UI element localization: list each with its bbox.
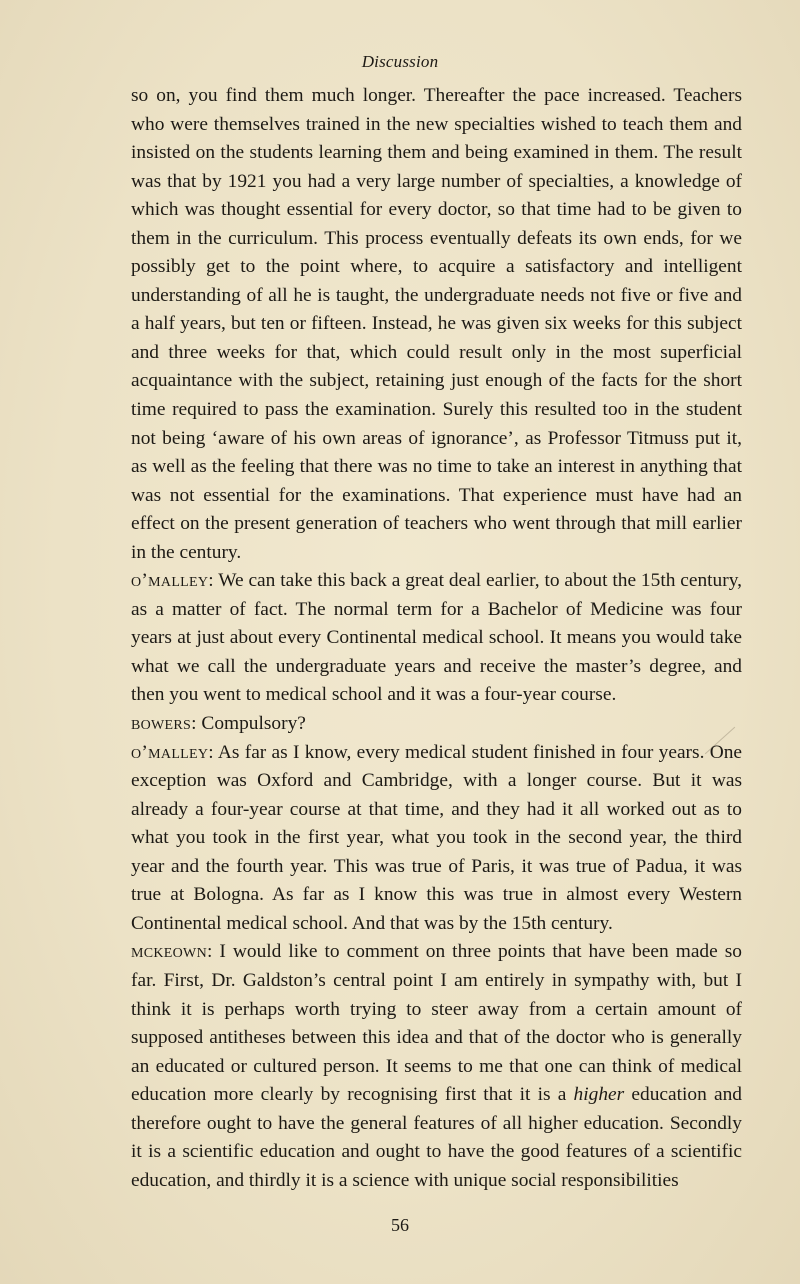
body-text [131,82,742,1195]
paragraph-bowers: bowers: Compulsory? [131,713,306,735]
speech-text: I would like to comment on three points that have been made so far. First, Dr. Galdston’s central point I am entirely in sympathy with, but I think it is perhaps worth trying to steer away from a certain amount of supposed antitheses between this idea and that of the doctor who is generally an educated or cultured person. It seems to me that one can think of medical education more clearly by recognising first that it is a [131,941,742,1106]
emphasized-word: higher [573,1084,625,1106]
speech-text: education and therefore ought to have the general features of all higher education. Secondly it is a scientific education and ought to have the good features of a scientific education, and thirdly it is a science with unique social responsibilities [131,1084,742,1191]
paragraph-mckeown: mckeown: I would like to comment on three points that have been made so far. First, Dr. Galdston’s central point I am entirely in sympathy with, but I think it is perhaps worth trying to steer away from a certain amount of supposed antitheses between this idea and that of the doctor who is generally an educated or cultured person. It seems to me that one can think of medical education more clearly by recognising first that it is a higher education and therefore ought to have the general features of all higher education. Secondly it is a scientific education and ought to have the good features of a scientific education, and thirdly it is a science with unique social responsibilities [131,941,742,1191]
speaker-name: o’malley [131,741,209,763]
paragraph-omalley-1: o’malley: We can take this back a great deal earlier, to about the 15th century, as a matter of fact. The normal term for a Bachelor of Medicine was four years at just about every Continental medical school. It means you would take what we call the undergraduate years and receive the master’s degree, and then you went to medical school and it was a four-year course. [131,570,742,706]
speech-text: As far as I know, every medical student finished in four years. One exception was Oxford and Cambridge, with a longer course. But it was already a four-year course at that time, and they had it all worked out as to what you took in the first year, what you took in the second year, the third year and the fourth year. This was true of Paris, it was true of Padua, it was true at Bologna. As far as I know this was true in almost every Western Continental medical school. And that was by the 15th century. [131,741,742,934]
speaker-name: o’malley [131,570,209,592]
speaker-name: mckeown [131,941,207,963]
paragraph-1: so on, you find them much longer. Thereafter the pace increased. Teachers who were themselves trained in the new specialties wished to teach them and insisted on the students learning them and being examined in them. The result was that by 1921 you had a very large number of specialties, a knowledge of which was thought essential for every doctor, so that time had to be given to them in the curriculum. This process eventually defeats its own ends, for we possibly get to the point where, to acquire a satisfactory and intelligent understanding of all he is taught, the undergraduate needs not five or five and a half years, but ten or fifteen. Instead, he was given six weeks for this subject and three weeks for that, which could result only in the most superficial acquaintance with the subject, retaining just enough of the facts for the short time required to pass the examination. Surely this resulted too in the student not being ‘aware of his own areas of ignorance’, as Professor Titmuss put it, as well as the feeling that there was no time to take an interest in anything that was not essential for the examinations. That experience must have had an effect on the present generation of teachers who went through that mill earlier in the century. [131,85,742,563]
speech-text: We can take this back a great deal earlier, to about the 15th century, as a matter of fact. The normal term for a Bachelor of Medicine was four years at just about every Continental medical school. It means you would take what we call the undergraduate years and receive the master’s degree, and then you went to medical school and it was a four-year course. [131,570,742,706]
speech-text: Compulsory? [201,713,306,735]
speaker-name: bowers [131,713,192,735]
running-head: Discussion [361,52,439,71]
page-number: 56 [391,1215,409,1235]
paragraph-omalley-2: o’malley: As far as I know, every medical student finished in four years. One exception was Oxford and Cambridge, with a longer course. But it was already a four-year course at that time, and they had it all worked out as to what you took in the first year, what you took in the second year, the third year and the fourth year. This was true of Paris, it was true of Padua, it was true at Bologna. As far as I know this was true in almost every Western Continental medical school. And that was by the 15th century. [131,741,742,934]
